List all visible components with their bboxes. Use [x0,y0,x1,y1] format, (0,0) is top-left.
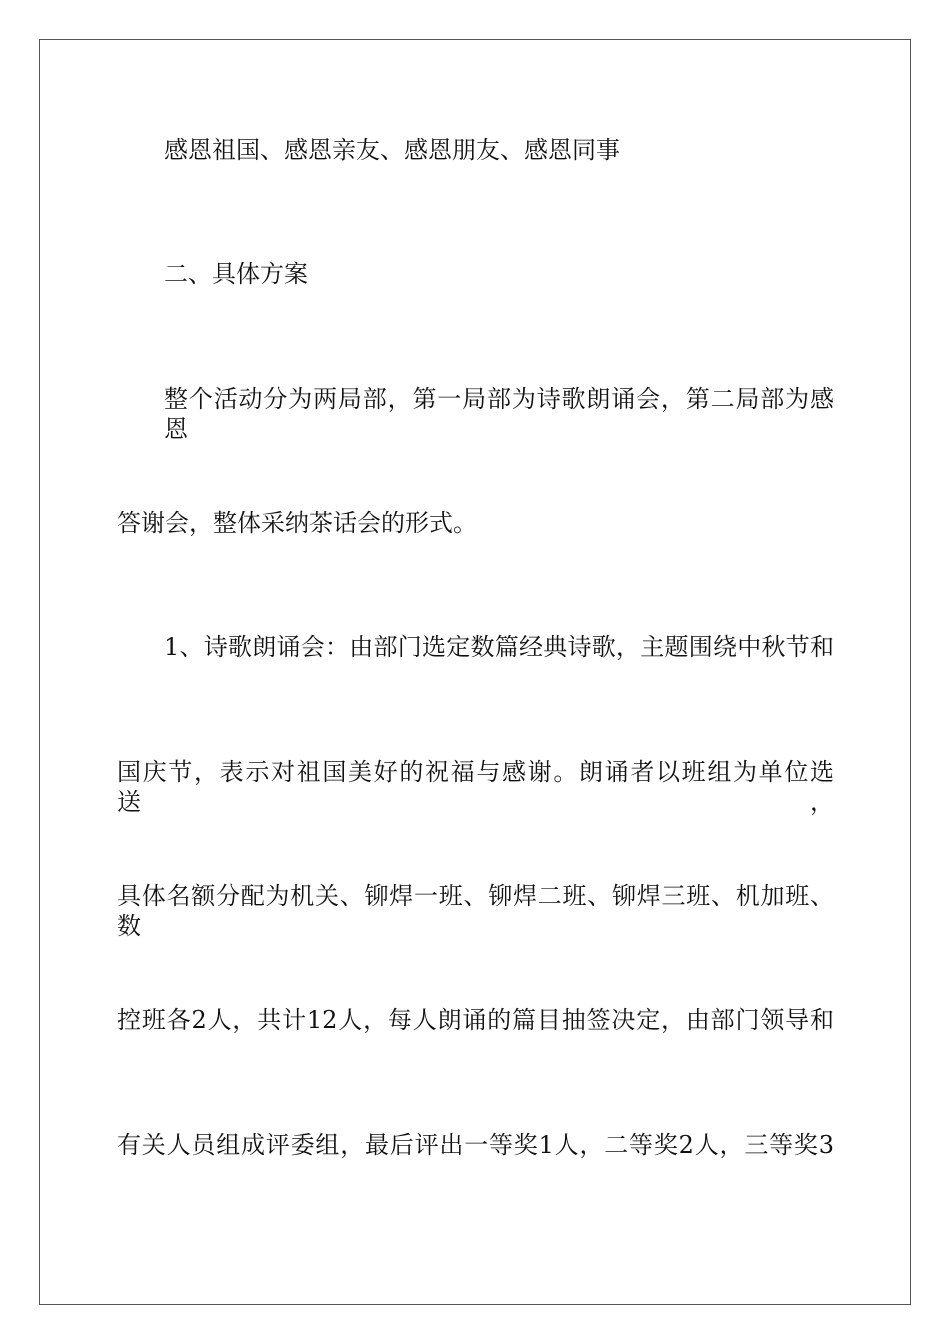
page-border [39,39,911,1305]
text-line: 具体名额分配为机关、铆焊一班、铆焊二班、铆焊三班、机加班、数 [117,882,834,940]
text-line: 感恩祖国、感恩亲友、感恩朋友、感恩同事 [164,136,620,164]
text-line: 答谢会，整体采纳茶话会的形式。 [117,509,477,537]
text-line: 1、诗歌朗诵会：由部门选定数篇经典诗歌，主题围绕中秋节和 [164,633,834,661]
text-line: 控班各2人，共计12人，每人朗诵的篇目抽签决定，由部门领导和 [117,1006,834,1034]
text-line: 整个活动分为两局部，第一局部为诗歌朗诵会，第二局部为感恩 [164,385,834,443]
section-heading: 二、具体方案 [164,260,308,288]
text-line: 有关人员组成评委组，最后评出一等奖1人，二等奖2人，三等奖3 [117,1131,834,1159]
text-line: 国庆节，表示对祖国美好的祝福与感谢。朗诵者以班组为单位选送， [117,758,834,816]
